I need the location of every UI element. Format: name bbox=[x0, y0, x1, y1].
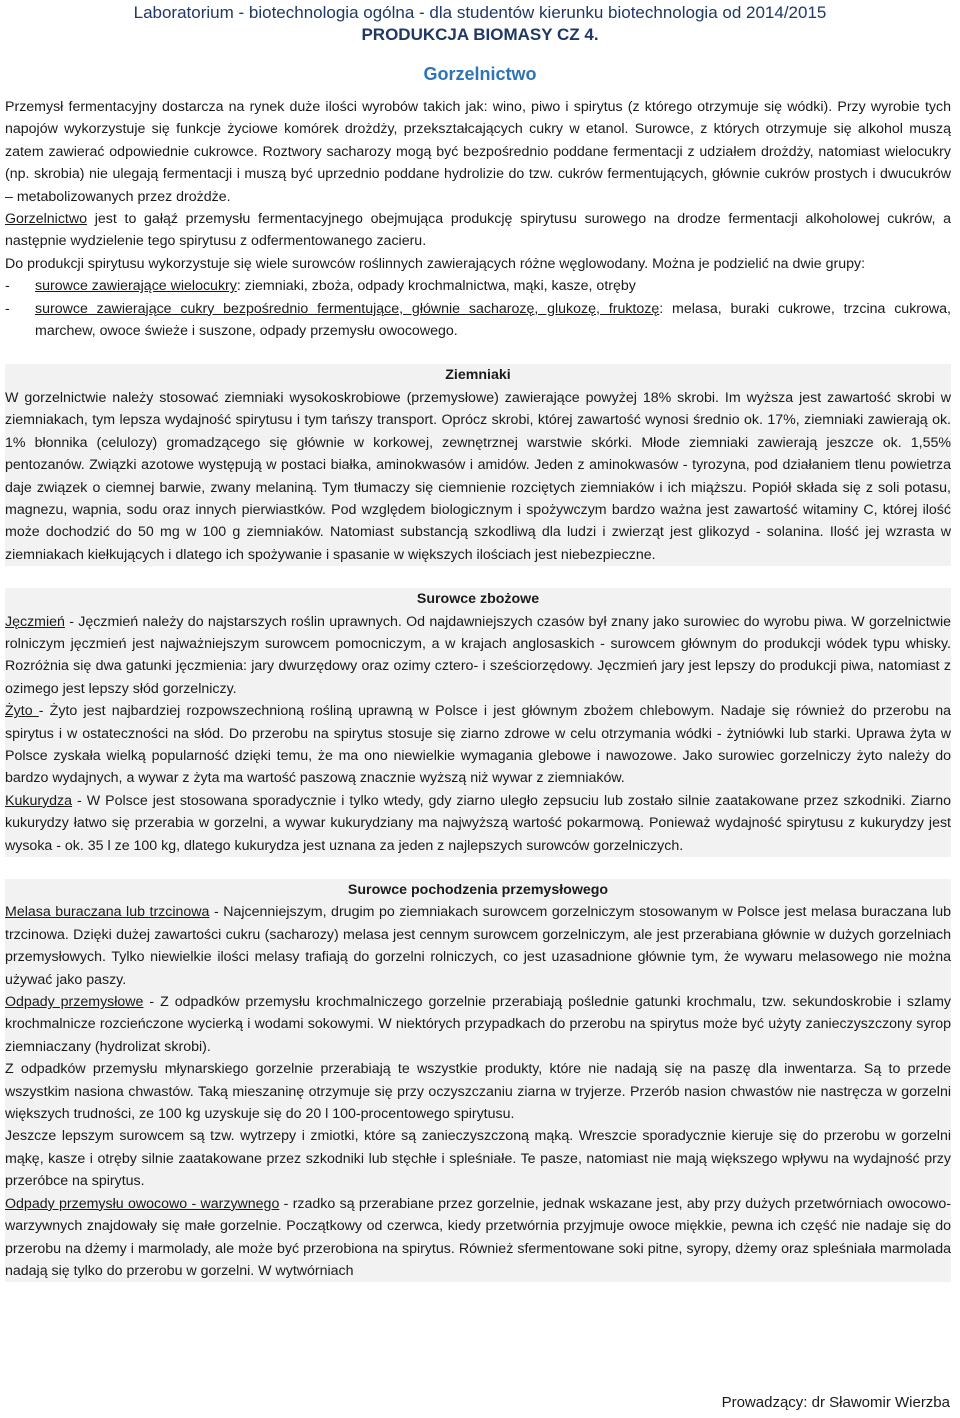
melasa-text: - Najcenniejszym, drugim po ziemniakach surowcem gorzelniczym stosowanym w Polsce jest melasa buraczana lub trzcinowa. Dzięki dużej zawartości cukru (sacharozy) melasa jest cennym surowcem gorzelniczym, ale jest przerabiana głównie w dużych gorzelniach przemysłowych. Tylko niewielkie ilości melasy trafiają do gorzelni rolniczych, co jest uzasadnione głównie tym, że wywaru melasowego nie można używać jako paszy. bbox=[5, 904, 952, 988]
section-przemyslowe bbox=[5, 879, 951, 1282]
spacer bbox=[5, 566, 951, 588]
owocowe-text: - rzadko są przerabiane przez gorzelnie, jednak wskazane jest, aby przy dużych przetwórniach owocowo-warzywnych znajdowały się małe gorzelnie. Początkowy od czerwca, kiedy przetwórnia przyjmuje owoce miękkie, pewna ich część nie nadaje się do przerobu na dżemy i marmolady, ale może być przerobiona na spirytus. Również sfermentowane soki pitne, syropy, dżemy oraz spleśniała marmolada nadają się tylko do przerobu w gorzelni. W wytwórniach bbox=[5, 1195, 951, 1279]
term-odpady-owocowe: Odpady przemysłu owocowo - warzywnego bbox=[5, 1195, 280, 1212]
section-title-zbozowe: Surowce zbożowe bbox=[416, 591, 540, 608]
term-odpady-przemyslowe: Odpady przemysłowe bbox=[5, 994, 144, 1011]
jeczmien-paragraph bbox=[5, 611, 951, 701]
odpady-paragraph bbox=[5, 991, 951, 1058]
section-ziemniaki bbox=[5, 364, 951, 566]
intro-paragraph-2 bbox=[5, 208, 951, 253]
intro-paragraph-2-text: jest to gałąź przemysłu fermentacyjnego obejmująca produkcję spirytusu surowego na drodze fermentacji alkoholowej cukrów, a następnie wydzielenie tego spirytusu z odfermentowanego zacieru. bbox=[5, 211, 951, 250]
list-item bbox=[5, 275, 951, 297]
term-zyto: Żyto bbox=[5, 703, 39, 720]
ziemniaki-paragraph: W gorzelnictwie należy stosować ziemniaki wysokoskrobiowe (przemysłowe) zawierające powyżej 18% skrobi. Im wyższa jest zawartość skrobi w ziemniakach, tym lepsza wydajność spirytusu i tym tańszy transport. Oprócz skrobi, której zawartość wynosi średnio ok. 17%, ziemniaki zawierają ok. 1% błonnika (celulozy) gromadzącego się głównie w korkowej, zewnętrznej warstwie skórki. Młode ziemniaki zawierają jeszcze ok. 1,55% pentozanów. Związki azotowe występują w postaci białka, aminokwasów i amidów. Jeden z aminokwasów - tyrozyna, pod działaniem tlenu powietrza daje związek o ciemnej barwie, zwany melaniną. Tym tłumaczy się ciemnienie rozciętych ziemniaków i ich miąższu. Popiół składa się z soli potasu, magnezu, wapnia, sodu oraz innych pierwiastków. Pod względem biologicznym i spożywczym bardzo ważna jest zawartość witaminy C, której ilość może dochodzić do 50 mg w 100 g ziemniaków. Natomiast substancją szkodliwą dla ludzi i zwierząt jest glikozyd - solanina. Ilość jej wzrasta w ziemniakach kiełkujących i dlatego ich spożywanie i spasanie w większych ilościach jest niebezpieczne. bbox=[5, 389, 951, 563]
section-title-ziemniaki: Ziemniaki bbox=[445, 367, 511, 384]
melasa-paragraph bbox=[5, 901, 951, 991]
zyto-paragraph bbox=[5, 700, 951, 790]
kukurydza-paragraph bbox=[5, 790, 951, 857]
zyto-text: - Żyto jest najbardziej rozpowszechnioną rośliną uprawną w Polsce i jest głównym zbożem chlebowym. Nadaje się również do przerobu na spirytus i w ostateczności na słód. Do przerobu na spirytus stosuje się ziarno zdrowe w celu otrzymania wódki - żytniówki lub starki. Uprawa żyta w Polsce zyskała wielką popularność dzięki temu, że ma ono niewielkie wymagania glebowe i nawozowe. Jako surowiec gorzelniczy żyto należy do bardzo wydajnych, a wywar z żyta ma wartość paszową znacznie wyższą niż wywar z ziemniaków. bbox=[5, 703, 951, 787]
footer-instructor: Prowadzący: dr Sławomir Wierzba bbox=[721, 1394, 950, 1411]
section-zbozowe bbox=[5, 588, 951, 857]
document-title: Gorzelnictwo bbox=[423, 64, 537, 84]
term-melasa: Melasa buraczana lub trzcinowa bbox=[5, 904, 210, 921]
list-dash: - bbox=[5, 278, 10, 295]
term-kukurydza: Kukurydza bbox=[5, 792, 73, 809]
list-term: surowce zawierające wielocukry bbox=[35, 278, 237, 295]
wytrzepy-paragraph: Jeszcze lepszym surowcem są tzw. wytrzepy i zmiotki, które są zanieczyszczoną mąką. Wreszcie sporadycznie kieruje się do przerobu w gorzelni mąkę, kasze i otręby silnie zaatakowane przez szkodniki lub stęchłe i spleśniałe. Te pasze, natomiast nie mają większego wpływu na wydajność przy przeróbce na spirytus. bbox=[5, 1128, 951, 1190]
document-body bbox=[5, 96, 951, 1282]
intro-paragraph-1: Przemysł fermentacyjny dostarcza na rynek duże ilości wyrobów takich jak: wino, piwo i spirytus (z którego otrzymuje się wódki). Przy wyrobie tych napojów wykorzystuje się funkcje życiowe komórek drożdży, przekształcających cukry w etanol. Surowce, z których otrzymuje się alkohol muszą zatem zawierać odpowiednie cukrowce. Roztwory sacharozy mogą być bezpośrednio poddane fermentacji z udziałem drożdży, natomiast wielocukry (np. skrobia) nie ulegają fermentacji i muszą być uprzednio poddane hydrolizie do tzw. cukrów fermentujących, głównie cukrów prostych i dwucukrów – metabolizowanych przez drożdże. bbox=[5, 99, 951, 205]
list-text: : ziemniaki, zboża, odpady krochmalnictwa, mąki, kasze, otręby bbox=[236, 278, 636, 295]
owocowe-paragraph bbox=[5, 1193, 951, 1283]
kukurydza-text: - W Polsce jest stosowana sporadycznie i tylko wtedy, gdy ziarno uległo zepsuciu lub zostało silnie zaatakowane przez szkodniki. Ziarno kukurydzy łatwo się przerabia w gorzelni, a wywar kukurydziany ma najwyższą wartość pokarmową. Ponieważ wydajność spirytusu z kukurydzy jest wysoka - ok. 35 l ze 100 kg, dlatego kukurydza jest uznana za jeden z najlepszych surowców gorzelniczych. bbox=[5, 792, 951, 854]
section-title-przemyslowe: Surowce pochodzenia przemysłowego bbox=[347, 882, 609, 898]
term-jeczmien: Jęczmień bbox=[5, 613, 65, 630]
spacer bbox=[5, 857, 951, 879]
term-gorzelnictwo: Gorzelnictwo bbox=[5, 211, 88, 228]
list-term: surowce zawierające cukry bezpośrednio fermentujące, głównie sacharozę, glukozę, fruktozę bbox=[35, 300, 660, 317]
intro-paragraph-3: Do produkcji spirytusu wykorzystuje się wiele surowców roślinnych zawierających różne węglowodany. Można je podzielić na dwie grupy: bbox=[5, 255, 866, 272]
list-item bbox=[5, 298, 951, 343]
odpady-text: - Z odpadków przemysłu krochmalniczego gorzelnie przerabiają poślednie gatunki krochmalu, tzw. sekundoskrobie i szlamy krochmalnicze rozcieńczone wycierką i wodami sokowymi. W niektórych przypadkach do przerobu na spirytus może być użyty zanieczyszczony syrop ziemniaczany (hydrolizat skrobi). bbox=[5, 994, 951, 1055]
spacer bbox=[5, 342, 951, 364]
jeczmien-text: - Jęczmień należy do najstarszych roślin uprawnych. Od najdawniejszych czasów był znany jako surowiec do wyrobu piwa. W gorzelnictwie rolniczym jęczmień jest najważniejszym surowcem pomocniczym, a w krajach anglosaskich - surowcem głównym do produkcji wódek typu whisky. Rozróżnia się dwa gatunki jęczmienia: jary dwurzędowy oraz ozimy cztero- i sześciorzędowy. Jęczmień jary jest lepszy do produkcji piwa, natomiast z ozimego jest lepszy słód gorzelniczy. bbox=[5, 613, 951, 697]
list-text: : melasa, buraki cukrowe, trzcina cukrowa, marchew, owoce świeże i suszone, odpady przemysłu owocowego. bbox=[35, 300, 951, 340]
header-topic-line: PRODUKCJA BIOMASY CZ 4. bbox=[361, 25, 599, 44]
header-course-line: Laboratorium - biotechnologia ogólna - dla studentów kierunku biotechnologia od 2014/2015 bbox=[133, 3, 827, 22]
list-dash: - bbox=[5, 300, 10, 317]
mlynarski-paragraph: Z odpadków przemysłu młynarskiego gorzelnie przerabiają te wszystkie produkty, które nie nadają się na paszę dla inwentarza. Są to przede wszystkim nasiona chwastów. Taką mieszaninę otrzymuje się przy oczyszczaniu ziarna w tryjerze. Przerób nasion chwastów nie nastręcza w gorzelni większych trudności, ze 100 kg uzyskuje się do 20 l 100-procentowego spirytusu. bbox=[5, 1061, 951, 1123]
